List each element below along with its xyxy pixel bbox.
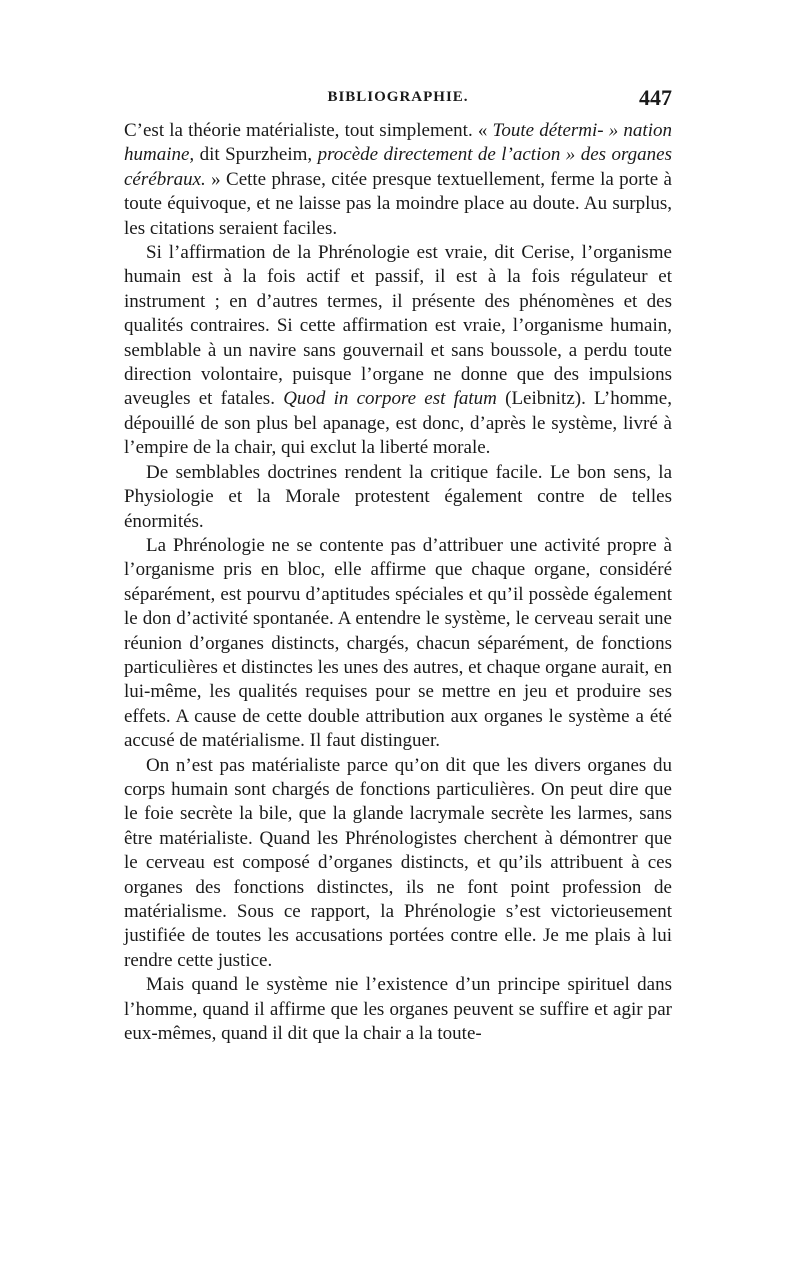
book-page	[124, 85, 672, 1046]
text-segment: » Cette phrase, citée presque textuellement, ferme la porte à toute équivoque, et ne laisse pas la moindre place au doute. Au surplus, les citations seraient faciles.	[124, 168, 672, 239]
paragraph-2	[124, 241, 672, 461]
body-text	[124, 119, 672, 1046]
paragraph-3	[124, 461, 672, 534]
italic-segment: Toute détermi- » nation humaine,	[124, 120, 672, 166]
text-segment: (Leibnitz). L’homme, dépouillé de son plus bel apanage, est donc, d’après le système, livré à l’empire de la chair, qui exclut la liberté morale.	[124, 388, 672, 459]
text-segment: De semblables doctrines rendent la critique facile. Le bon sens, la Physiologie et la Morale protestent également contre de telles énormités.	[124, 461, 672, 532]
page-header	[124, 85, 672, 119]
text-segment: On n’est pas matérialiste parce qu’on dit que les divers organes du corps humain sont chargés de fonctions particulières. On peut dire que le foie secrète la bile, que la glande lacrymale secrète les larmes, sans être matérialiste. Quand les Phrénologistes cherchent à démontrer que le cerveau est composé d’organes distincts, et qu’ils attribuent à ces organes des fonctions distinctes, ils ne font point profession de matérialisme. Sous ce rapport, la Phrénologie s’est victorieusement justifiée de toutes les accusations portées contre elle. Je me plais à lui rendre cette justice.	[124, 754, 672, 971]
text-segment: Si l’affirmation de la Phrénologie est vraie, dit Cerise, l’organisme humain est à la fois actif et passif, il est à la fois régulateur et instrument ; en d’autres termes, il présente des phénomènes et des qualités contraires. Si cette affirmation est vraie, l’organisme humain, semblable à un navire sans gouvernail et sans boussole, a perdu toute direction volontaire, puisque l’organe ne donne que des impulsions aveugles et fatales.	[124, 242, 672, 410]
text-segment: C’est la théorie matérialiste, tout simplement. «	[124, 120, 493, 141]
text-segment: Mais quand le système nie l’existence d’un principe spirituel dans l’homme, quand il affirme que les organes peuvent se suffire et agir par eux-mêmes, quand il dit que la chair a la toute-	[124, 974, 672, 1045]
text-segment: La Phrénologie ne se contente pas d’attribuer une activité propre à l’organisme pris en bloc, elle affirme que chaque organe, considéré séparément, est pourvu d’aptitudes spéciales et qu’il possède également le don d’activité spontanée. A entendre le système, le cerveau serait une réunion d’organes distincts, chargés, chacun séparément, de fonctions particulières et distinctes les unes des autres, et chaque organe aurait, en lui-même, les qualités requises pour se mettre en jeu et produire ses effets. A cause de cette double attribution aux organes le système a été accusé de matérialisme. Il faut distinguer.	[124, 534, 672, 752]
text-segment: dit Spurzheim,	[194, 144, 318, 166]
running-head: BIBLIOGRAPHIE.	[327, 89, 469, 105]
italic-segment: procède directement de l’action » des organes cérébraux.	[124, 144, 672, 190]
italic-segment: Quod in corpore est fatum	[283, 388, 497, 410]
paragraph-6	[124, 973, 672, 1046]
paragraph-1	[124, 119, 672, 241]
page-number: 447	[639, 85, 672, 110]
paragraph-5	[124, 754, 672, 974]
paragraph-4	[124, 534, 672, 754]
